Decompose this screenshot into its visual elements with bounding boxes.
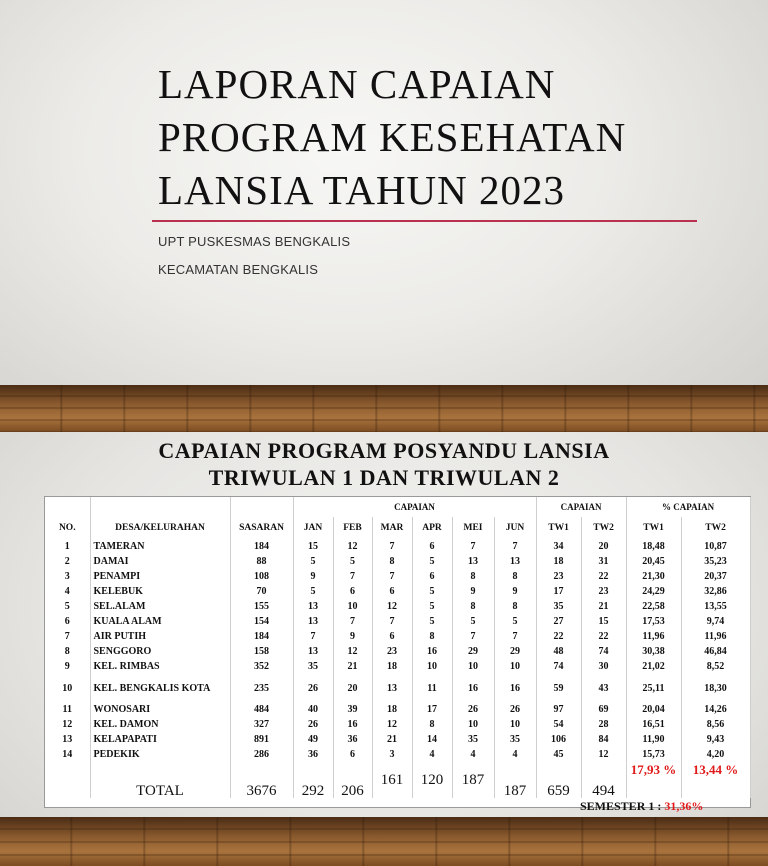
table-cell: 74 xyxy=(536,659,581,674)
total-mar: 161 xyxy=(372,762,412,798)
table-row xyxy=(45,569,750,584)
table-cell: 10 xyxy=(452,659,494,674)
col-header: JUN xyxy=(494,517,536,539)
table-cell: 26 xyxy=(293,674,333,702)
table-cell: 8,56 xyxy=(681,717,750,732)
table-cell: 43 xyxy=(581,674,626,702)
table-cell: 4 xyxy=(45,584,90,599)
table-cell: 30,38 xyxy=(626,644,681,659)
table-cell: 18,48 xyxy=(626,539,681,554)
table-cell: 5 xyxy=(412,554,452,569)
table-cell: 8 xyxy=(452,569,494,584)
table-cell: 16 xyxy=(333,717,372,732)
col-header: DESA/KELURAHAN xyxy=(90,517,230,539)
table-cell: 46,84 xyxy=(681,644,750,659)
group-header-persen-capaian: % CAPAIAN xyxy=(626,497,750,517)
table-cell: 10 xyxy=(333,599,372,614)
table-row xyxy=(45,539,750,554)
table-row xyxy=(45,702,750,717)
table-cell: 21,30 xyxy=(626,569,681,584)
table-cell: 84 xyxy=(581,732,626,747)
table-cell: 9 xyxy=(494,584,536,599)
total-apr: 120 xyxy=(412,762,452,798)
table-cell: 35,23 xyxy=(681,554,750,569)
table-cell: 4 xyxy=(494,747,536,762)
table-cell: 6 xyxy=(333,747,372,762)
table-cell: 7 xyxy=(372,539,412,554)
table-cell: 11,96 xyxy=(626,629,681,644)
table-cell: 25,11 xyxy=(626,674,681,702)
table-cell: 7 xyxy=(372,614,412,629)
table-cell: 18 xyxy=(372,702,412,717)
table-cell: 235 xyxy=(230,674,293,702)
table-cell: 5 xyxy=(412,584,452,599)
table-cell: 106 xyxy=(536,732,581,747)
table-cell: 26 xyxy=(452,702,494,717)
table-cell: 13 xyxy=(293,644,333,659)
table-cell: 10 xyxy=(412,659,452,674)
wood-floor-decoration xyxy=(0,385,768,432)
title-line-1: LAPORAN CAPAIAN xyxy=(158,61,556,107)
table-cell: 6 xyxy=(372,629,412,644)
table-cell: 5 xyxy=(293,554,333,569)
table-cell: 21 xyxy=(372,732,412,747)
semester-summary xyxy=(580,799,703,814)
table-cell: 155 xyxy=(230,599,293,614)
table-row xyxy=(45,717,750,732)
col-header: MAR xyxy=(372,517,412,539)
table-cell: 12 xyxy=(372,717,412,732)
table-cell: 12 xyxy=(581,747,626,762)
table-cell: 21,02 xyxy=(626,659,681,674)
col-header: MEI xyxy=(452,517,494,539)
table-cell: 20,04 xyxy=(626,702,681,717)
table-cell: 16,51 xyxy=(626,717,681,732)
table-cell: 17 xyxy=(412,702,452,717)
table-cell: 6 xyxy=(333,584,372,599)
table-cell: 891 xyxy=(230,732,293,747)
table-cell: 35 xyxy=(494,732,536,747)
total-mei: 187 xyxy=(452,762,494,798)
table-cell: 17,53 xyxy=(626,614,681,629)
table-row xyxy=(45,732,750,747)
table-cell: 108 xyxy=(230,569,293,584)
table-cell: 36 xyxy=(293,747,333,762)
table-cell: 22 xyxy=(581,629,626,644)
table-cell: 24,29 xyxy=(626,584,681,599)
table-cell: 11,90 xyxy=(626,732,681,747)
table-cell: 10 xyxy=(45,674,90,702)
table-cell: 327 xyxy=(230,717,293,732)
table-cell: 20 xyxy=(581,539,626,554)
table-cell: 13 xyxy=(372,674,412,702)
table-cell: 8 xyxy=(45,644,90,659)
table-cell: 8 xyxy=(412,717,452,732)
table-cell: 6 xyxy=(372,584,412,599)
table-cell: 59 xyxy=(536,674,581,702)
table-cell: 15 xyxy=(293,539,333,554)
column-header-row xyxy=(45,517,750,539)
table-cell: 12 xyxy=(333,644,372,659)
posyandu-table xyxy=(44,496,751,808)
village-name-cell: TAMERAN xyxy=(90,539,230,554)
table-cell: 35 xyxy=(452,732,494,747)
village-name-cell: DAMAI xyxy=(90,554,230,569)
total-row xyxy=(45,762,750,798)
table-cell: 13 xyxy=(494,554,536,569)
table-cell: 6 xyxy=(412,539,452,554)
table-title-line-1: CAPAIAN PROGRAM POSYANDU LANSIA xyxy=(158,438,610,463)
table-cell: 13,55 xyxy=(681,599,750,614)
total-tw2: 494 xyxy=(581,762,626,798)
table-cell: 97 xyxy=(536,702,581,717)
table-cell: 13 xyxy=(293,599,333,614)
table-cell: 48 xyxy=(536,644,581,659)
table-cell: 22 xyxy=(581,569,626,584)
table-cell: 8,52 xyxy=(681,659,750,674)
table-cell: 54 xyxy=(536,717,581,732)
title-line-2: PROGRAM KESEHATAN xyxy=(158,114,627,160)
village-name-cell: SEL.ALAM xyxy=(90,599,230,614)
table-cell: 20 xyxy=(333,674,372,702)
title-line-3: LANSIA TAHUN 2023 xyxy=(158,167,566,213)
col-header: NO. xyxy=(45,517,90,539)
table-cell: 2 xyxy=(45,554,90,569)
table-cell: 9,74 xyxy=(681,614,750,629)
table-cell: 39 xyxy=(333,702,372,717)
table-cell: 20,37 xyxy=(681,569,750,584)
table-cell: 6 xyxy=(45,614,90,629)
total-jun: 187 xyxy=(494,762,536,798)
village-name-cell: PENAMPI xyxy=(90,569,230,584)
table-cell: 4 xyxy=(412,747,452,762)
table-cell: 11 xyxy=(412,674,452,702)
table-row xyxy=(45,629,750,644)
table-row xyxy=(45,584,750,599)
table-cell: 7 xyxy=(293,629,333,644)
village-name-cell: PEDEKIK xyxy=(90,747,230,762)
table-cell: 16 xyxy=(452,674,494,702)
total-tw1: 659 xyxy=(536,762,581,798)
table-cell: 5 xyxy=(452,614,494,629)
table-cell: 45 xyxy=(536,747,581,762)
table-cell: 49 xyxy=(293,732,333,747)
group-header-capaian-bulanan: CAPAIAN xyxy=(293,497,536,517)
table-cell: 74 xyxy=(581,644,626,659)
table-cell: 5 xyxy=(412,599,452,614)
table-cell: 13 xyxy=(293,614,333,629)
table-cell: 69 xyxy=(581,702,626,717)
table-row xyxy=(45,554,750,569)
table-cell: 4,20 xyxy=(681,747,750,762)
table-cell: 10 xyxy=(494,717,536,732)
semester-value: 31,36% xyxy=(664,799,704,813)
table-cell: 5 xyxy=(45,599,90,614)
table-cell: 14,26 xyxy=(681,702,750,717)
table-cell: 13 xyxy=(45,732,90,747)
table-cell: 8 xyxy=(494,599,536,614)
table-cell: 10,87 xyxy=(681,539,750,554)
table-cell: 5 xyxy=(412,614,452,629)
title-slide xyxy=(0,0,768,432)
col-header: FEB xyxy=(333,517,372,539)
table-cell: 14 xyxy=(412,732,452,747)
table-title-line-2: TRIWULAN 1 DAN TRIWULAN 2 xyxy=(208,465,560,490)
total-sasaran: 3676 xyxy=(230,762,293,798)
total-label: TOTAL xyxy=(90,762,230,798)
table-cell: 5 xyxy=(293,584,333,599)
table-cell: 35 xyxy=(536,599,581,614)
slide-title xyxy=(158,58,738,217)
table-cell: 20,45 xyxy=(626,554,681,569)
col-header: APR xyxy=(412,517,452,539)
village-name-cell: KELAPAPATI xyxy=(90,732,230,747)
table-cell: 9 xyxy=(333,629,372,644)
table-cell: 70 xyxy=(230,584,293,599)
table-cell: 9 xyxy=(452,584,494,599)
table-cell: 286 xyxy=(230,747,293,762)
table-cell: 23 xyxy=(581,584,626,599)
wood-floor-decoration xyxy=(0,817,768,866)
table-cell: 35 xyxy=(293,659,333,674)
total-pct-tw1: 17,93 % xyxy=(626,762,681,798)
table-row xyxy=(45,644,750,659)
table-cell: 22,58 xyxy=(626,599,681,614)
village-name-cell: WONOSARI xyxy=(90,702,230,717)
table-cell: 10 xyxy=(494,659,536,674)
table-cell: 40 xyxy=(293,702,333,717)
table-cell: 184 xyxy=(230,539,293,554)
table-cell: 8 xyxy=(494,569,536,584)
table-cell: 13 xyxy=(452,554,494,569)
table-cell: 12 xyxy=(333,539,372,554)
table-cell: 184 xyxy=(230,629,293,644)
total-jan: 292 xyxy=(293,762,333,798)
table-cell: 16 xyxy=(494,674,536,702)
table-cell: 18 xyxy=(536,554,581,569)
table-cell: 3 xyxy=(372,747,412,762)
village-name-cell: KEL. RIMBAS xyxy=(90,659,230,674)
table-cell: 31 xyxy=(581,554,626,569)
total-feb: 206 xyxy=(333,762,372,798)
table-cell: 18 xyxy=(372,659,412,674)
table-cell: 29 xyxy=(494,644,536,659)
subtitle-district: KECAMATAN BENGKALIS xyxy=(158,262,319,277)
village-name-cell: KEL. DAMON xyxy=(90,717,230,732)
table-cell: 11,96 xyxy=(681,629,750,644)
table-cell: 7 xyxy=(333,614,372,629)
table-cell: 11 xyxy=(45,702,90,717)
village-name-cell: SENGGORO xyxy=(90,644,230,659)
table-cell: 154 xyxy=(230,614,293,629)
table-cell: 29 xyxy=(452,644,494,659)
table-cell: 32,86 xyxy=(681,584,750,599)
table-cell: 4 xyxy=(452,747,494,762)
table-cell: 21 xyxy=(581,599,626,614)
table-row xyxy=(45,659,750,674)
table-cell: 1 xyxy=(45,539,90,554)
table-cell: 8 xyxy=(372,554,412,569)
table-cell: 9 xyxy=(293,569,333,584)
table-cell: 16 xyxy=(412,644,452,659)
col-header: TW1 xyxy=(626,517,681,539)
table-cell: 26 xyxy=(494,702,536,717)
table-cell: 7 xyxy=(494,539,536,554)
table-cell: 23 xyxy=(372,644,412,659)
table-cell: 12 xyxy=(45,717,90,732)
table-cell: 158 xyxy=(230,644,293,659)
table-cell: 5 xyxy=(494,614,536,629)
table-cell: 12 xyxy=(372,599,412,614)
table-cell: 5 xyxy=(333,554,372,569)
village-name-cell: KEL. BENGKALIS KOTA xyxy=(90,674,230,702)
total-pct-tw2: 13,44 % xyxy=(681,762,750,798)
village-name-cell: KUALA ALAM xyxy=(90,614,230,629)
table-cell: 23 xyxy=(536,569,581,584)
table-cell: 484 xyxy=(230,702,293,717)
table-cell: 22 xyxy=(536,629,581,644)
table-cell: 3 xyxy=(45,569,90,584)
table-cell: 7 xyxy=(333,569,372,584)
col-header: JAN xyxy=(293,517,333,539)
table-row xyxy=(45,614,750,629)
col-header: TW1 xyxy=(536,517,581,539)
table-cell: 7 xyxy=(372,569,412,584)
table-cell: 7 xyxy=(452,629,494,644)
table-row xyxy=(45,599,750,614)
table-row xyxy=(45,747,750,762)
table-cell: 21 xyxy=(333,659,372,674)
table-cell: 7 xyxy=(45,629,90,644)
table-cell: 14 xyxy=(45,747,90,762)
table-cell: 7 xyxy=(452,539,494,554)
village-name-cell: KELEBUK xyxy=(90,584,230,599)
table-cell: 6 xyxy=(412,569,452,584)
group-header-row xyxy=(45,497,750,517)
table-cell: 17 xyxy=(536,584,581,599)
table-cell: 18,30 xyxy=(681,674,750,702)
table-cell: 8 xyxy=(452,599,494,614)
table-row xyxy=(45,674,750,702)
table-cell: 27 xyxy=(536,614,581,629)
table-cell: 28 xyxy=(581,717,626,732)
col-header: SASARAN xyxy=(230,517,293,539)
table-cell: 10 xyxy=(452,717,494,732)
table-cell: 352 xyxy=(230,659,293,674)
group-header-capaian-tw: CAPAIAN xyxy=(536,497,626,517)
table-cell: 30 xyxy=(581,659,626,674)
table-cell: 9 xyxy=(45,659,90,674)
col-header: TW2 xyxy=(581,517,626,539)
table-cell: 88 xyxy=(230,554,293,569)
table-cell: 15,73 xyxy=(626,747,681,762)
table-cell: 36 xyxy=(333,732,372,747)
table-cell: 15 xyxy=(581,614,626,629)
subtitle-organization: UPT PUSKESMAS BENGKALIS xyxy=(158,234,351,249)
table-cell: 7 xyxy=(494,629,536,644)
col-header: TW2 xyxy=(681,517,750,539)
village-name-cell: AIR PUTIH xyxy=(90,629,230,644)
semester-label: SEMESTER 1 : xyxy=(580,799,662,813)
table-cell: 26 xyxy=(293,717,333,732)
title-divider xyxy=(152,220,697,222)
table-cell: 8 xyxy=(412,629,452,644)
table-cell: 34 xyxy=(536,539,581,554)
table-cell: 9,43 xyxy=(681,732,750,747)
